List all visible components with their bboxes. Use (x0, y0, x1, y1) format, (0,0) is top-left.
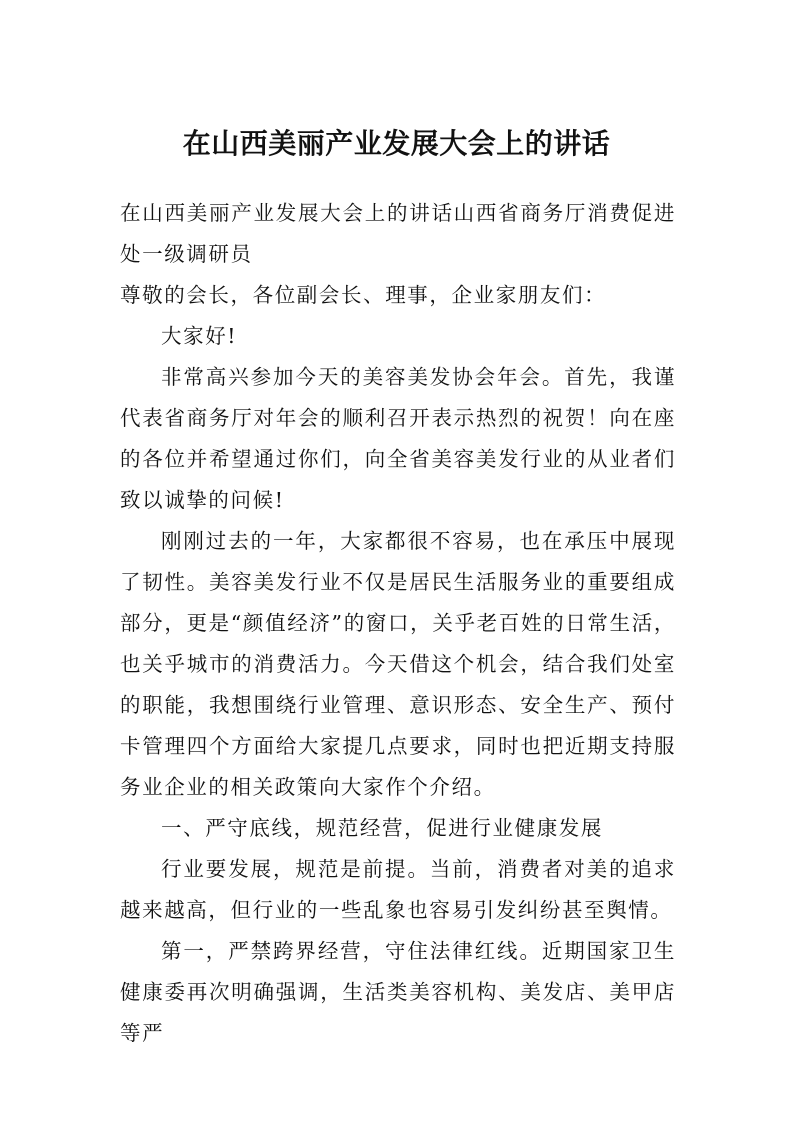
document-body (120, 193, 676, 1054)
paragraph-first-point: 第一，严禁跨界经营，守住法律红线。近期国家卫生健康委再次明确强调，生活类美容机构、美发店、美甲店等严 (120, 939, 676, 1045)
paragraph-salutation: 尊敬的会长，各位副会长、理事，企业家朋友们： (120, 283, 607, 307)
section-heading-one: 一、严守底线，规范经营，促进行业健康发展 (161, 816, 603, 840)
paragraph-heading-line: 在山西美丽产业发展大会上的讲话山西省商务厅消费促进处一级调研员 (120, 201, 676, 266)
paragraph-congratulations: 非常高兴参加今天的美容美发协会年会。首先，我谨代表省商务厅对年会的顺利召开表示热烈的祝贺！向在座的各位并希望通过你们，向全省美容美发行业的从业者们致以诚挚的问候! (120, 365, 676, 512)
paragraph-review: 刚刚过去的一年，大家都很不容易，也在承压中展现了韧性。美容美发行业不仅是居民生活服务业的重要组成部分，更是“颜值经济”的窗口，关乎老百姓的日常生活，也关乎城市的消费活力。今天借这个机会，结合我们处室的职能，我想围绕行业管理、意识形态、安全生产、预付卡管理四个方面给大家提几点要求，同时也把近期支持服务业企业的相关政策向大家作个介绍。 (120, 529, 676, 799)
document-title: 在山西美丽产业发展大会上的讲话 (182, 127, 611, 160)
paragraph-greeting: 大家好! (161, 324, 238, 348)
paragraph-regulation: 行业要发展，规范是前提。当前，消费者对美的追求越来越高，但行业的一些乱象也容易引发纠纷甚至舆情。 (120, 857, 676, 922)
